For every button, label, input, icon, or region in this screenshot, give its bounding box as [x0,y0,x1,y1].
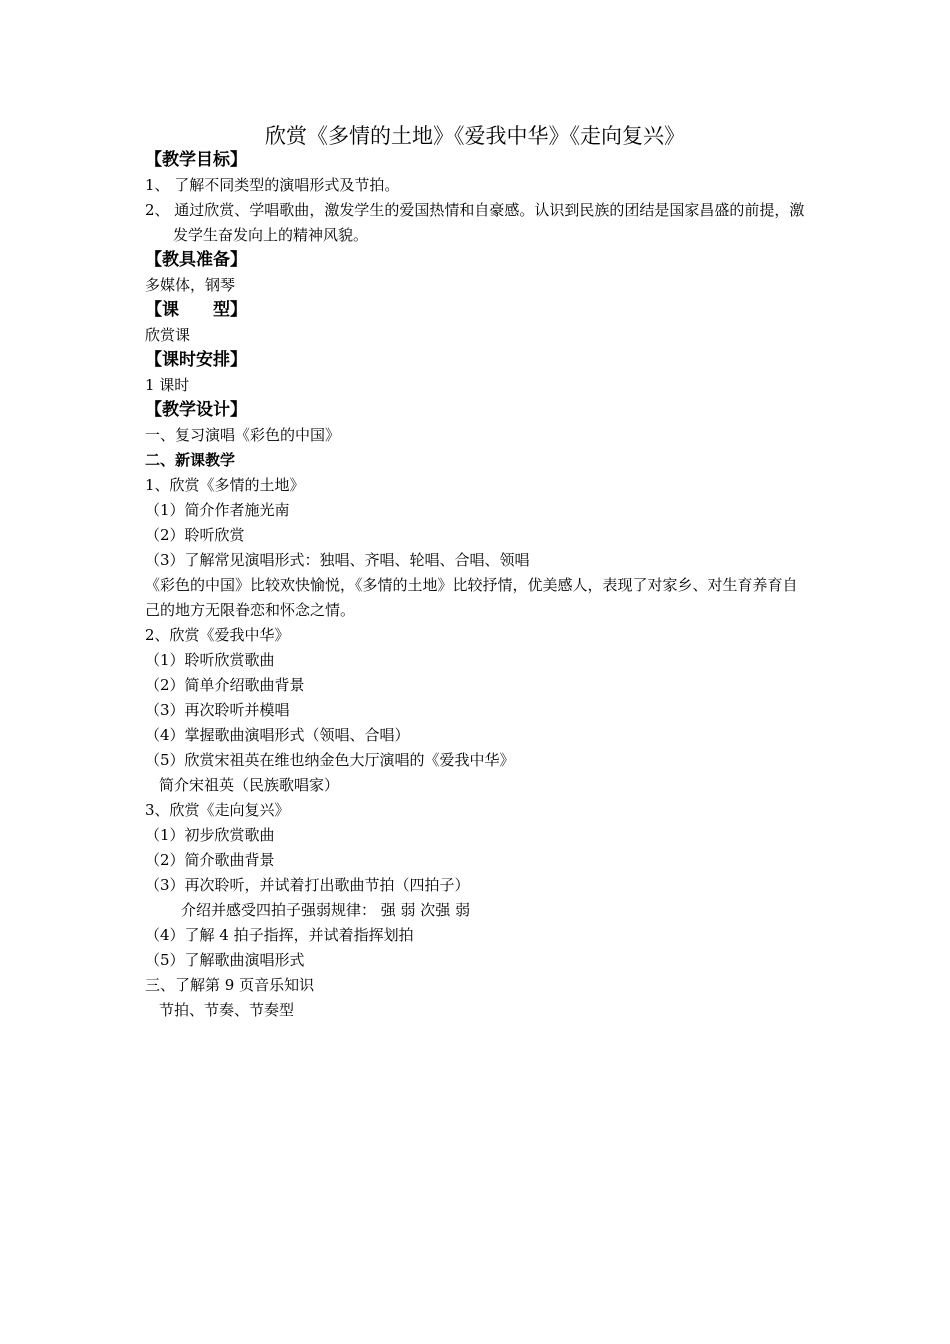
design-line: （1）简介作者施光南 [145,501,290,519]
document-body [145,148,810,1023]
design-line: （3）再次聆听并模唱 [145,701,290,719]
design-line: （3）再次聆听，并试着打出歌曲节拍（四拍子） [145,876,470,894]
section-heading-design: 【教学设计】 [145,400,247,420]
design-line: （2）简单介绍歌曲背景 [145,676,305,694]
design-line: （2）聆听欣赏 [145,526,245,544]
goal-item-1: 1、 了解不同类型的演唱形式及节拍。 [145,176,400,194]
section-heading-tools: 【教具准备】 [145,250,247,270]
design-line: （5）了解歌曲演唱形式 [145,951,305,969]
design-line: 介绍并感受四拍子强弱规律： 强 弱 次强 弱 [181,901,471,919]
design-line: 3、欣赏《走向复兴》 [145,801,290,819]
section-heading-schedule: 【课时安排】 [145,350,247,370]
design-line: （1）聆听欣赏歌曲 [145,651,275,669]
design-line: 节拍、节奏、节奏型 [159,1001,295,1019]
design-line: 2、欣赏《爱我中华》 [145,626,290,644]
section-heading-type: 【课 型】 [145,300,247,320]
goal-item-2: 2、 通过欣赏、学唱歌曲，激发学生的爱国热情和自豪感。认识到民族的团结是国家昌盛的前提，激发学生奋发向上的精神风貌。 [145,201,805,244]
design-line: （4）了解 4 拍子指挥，并试着指挥划拍 [145,926,414,944]
design-line: 二、新课教学 [145,451,236,469]
schedule-text: 1 课时 [145,376,190,394]
tools-text: 多媒体，钢琴 [145,276,236,294]
design-line: （4）掌握歌曲演唱形式（领唱、合唱） [145,726,410,744]
design-line: （3）了解常见演唱形式：独唱、齐唱、轮唱、合唱、领唱 [145,551,530,569]
design-line: （2）简介歌曲背景 [145,851,275,869]
section-heading-goals: 【教学目标】 [145,150,247,170]
design-line: （5）欣赏宋祖英在维也纳金色大厅演唱的《爱我中华》 [145,751,515,769]
design-line: 简介宋祖英（民族歌唱家） [159,776,340,794]
design-line: 三、了解第 9 页音乐知识 [145,976,315,994]
design-line: 1、欣赏《多情的土地》 [145,476,305,494]
design-line: 一、复习演唱《彩色的中国》 [145,426,341,444]
type-text: 欣赏课 [145,326,191,344]
design-line: （1）初步欣赏歌曲 [145,826,275,844]
design-paragraph: 《彩色的中国》比较欢快愉悦，《多情的土地》比较抒情，优美感人，表现了对家乡、对生育养育自己的地方无限眷恋和怀念之情。 [145,576,798,619]
document-title: 欣赏《多情的土地》《爱我中华》《走向复兴》 [265,124,685,148]
